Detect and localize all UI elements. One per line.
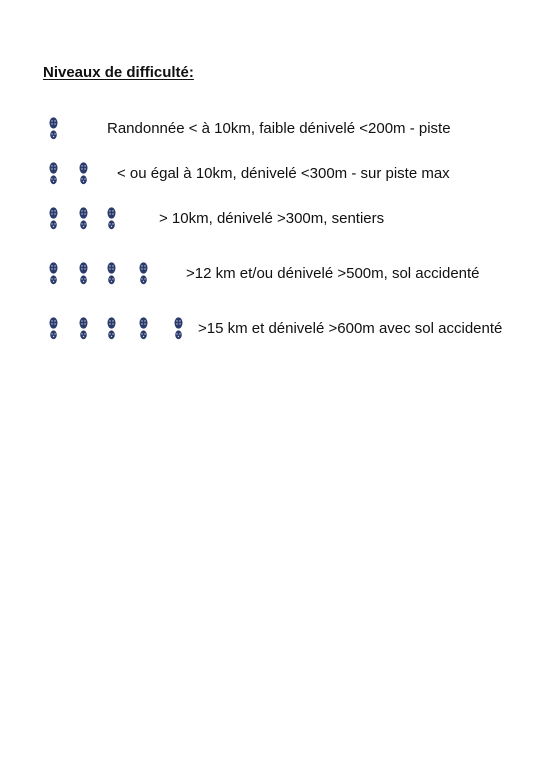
boot-print-icon — [49, 262, 58, 285]
boot-print-icon — [49, 317, 58, 340]
difficulty-level-2 — [0, 162, 540, 188]
boot-print-icon — [49, 117, 58, 140]
boot-print-icon — [49, 207, 58, 230]
difficulty-description: > 10km, dénivelé >300m, sentiers — [159, 210, 385, 227]
boot-print-icon — [79, 317, 88, 340]
boot-print-icon — [174, 317, 183, 340]
difficulty-description: >15 km et dénivelé >600m avec sol accidenté — [198, 320, 503, 337]
boot-print-icon — [107, 262, 116, 285]
page-title: Niveaux de difficulté: — [43, 64, 194, 81]
boot-print-icon — [79, 262, 88, 285]
boot-print-icon — [79, 162, 88, 185]
boot-print-icon — [107, 207, 116, 230]
difficulty-description: >12 km et/ou dénivelé >500m, sol accidenté — [186, 265, 480, 282]
difficulty-level-5 — [0, 317, 540, 343]
difficulty-description: < ou égal à 10km, dénivelé <300m - sur piste max — [117, 165, 450, 182]
difficulty-level-1 — [0, 117, 540, 143]
boot-print-icon — [139, 262, 148, 285]
difficulty-description: Randonnée < à 10km, faible dénivelé <200m - piste — [107, 120, 451, 137]
boot-print-icon — [79, 207, 88, 230]
boot-print-icon — [49, 162, 58, 185]
boot-print-icon — [107, 317, 116, 340]
boot-print-icon — [139, 317, 148, 340]
difficulty-level-4 — [0, 262, 540, 288]
difficulty-level-3 — [0, 207, 540, 233]
